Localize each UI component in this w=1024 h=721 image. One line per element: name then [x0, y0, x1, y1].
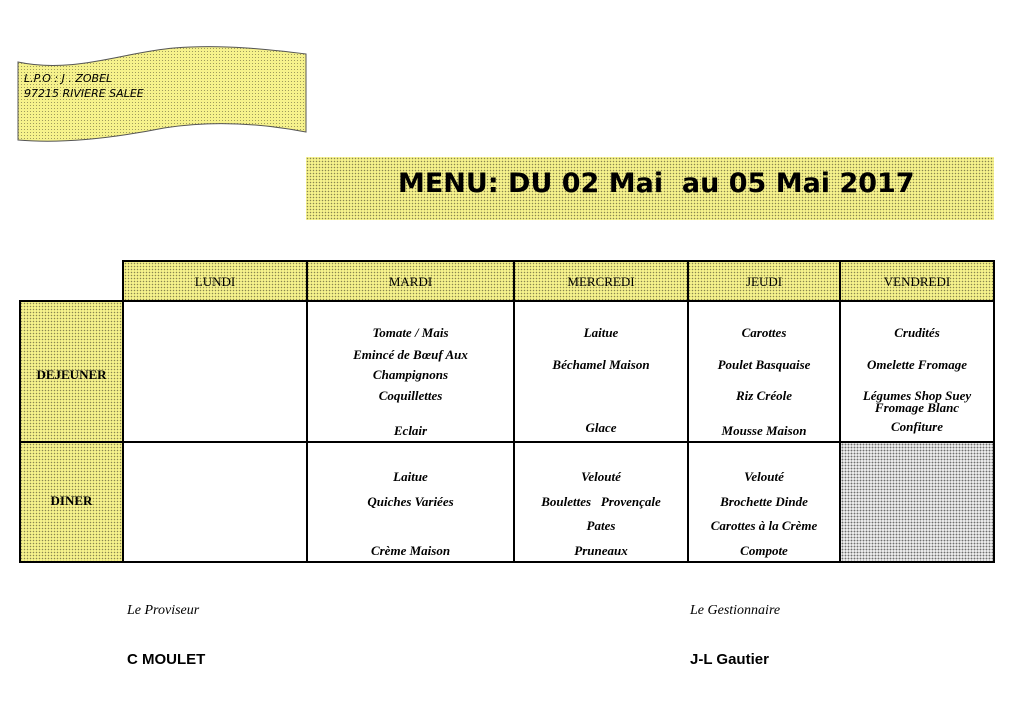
dish-dejeuner-vendredi: Crudités: [894, 325, 940, 340]
dish-dejeuner-mercredi: Béchamel Maison: [552, 357, 650, 372]
dish-diner-mardi: Quiches Variées: [367, 494, 454, 509]
school-name: L.P.O : J . ZOBEL: [24, 72, 113, 85]
dish-diner-mardi: Laitue: [393, 469, 428, 484]
gestionnaire-role: Le Gestionnaire: [690, 603, 781, 618]
dish-dejeuner-vendredi: Confiture: [890, 419, 943, 434]
dish-dejeuner-jeudi: Riz Créole: [736, 388, 792, 403]
dish-dejeuner-mercredi: Glace: [585, 420, 617, 435]
dish-diner-mercredi: Pruneaux: [574, 543, 628, 558]
vendredi-diner-empty: [841, 443, 993, 562]
dish-dejeuner-vendredi: Légumes Shop Suey: [862, 388, 972, 403]
dish-dejeuner-mercredi: Laitue: [583, 325, 619, 340]
day-header-jeudi: JEUDI: [745, 274, 783, 289]
dish-dejeuner-mardi: Eclair: [393, 423, 428, 438]
page-title: MENU: DU 02 Mai au 05 Mai 2017: [398, 168, 915, 199]
table-line: [19, 300, 21, 563]
dish-diner-mercredi: Velouté: [581, 469, 621, 484]
school-address: [24, 71, 144, 101]
dish-dejeuner-jeudi: Carottes: [741, 325, 787, 340]
dish-diner-mardi: Crème Maison: [370, 543, 451, 558]
table-line: [122, 260, 124, 563]
gestionnaire-name: J-L Gautier: [690, 651, 769, 668]
dish-diner-jeudi: Brochette Dinde: [720, 494, 808, 509]
dish-dejeuner-vendredi: Omelette Fromage: [866, 357, 967, 372]
table-line: [19, 441, 995, 443]
dish-dejeuner-mardi: Tomate / Mais: [372, 325, 449, 340]
dish-diner-mercredi: Pates: [586, 518, 616, 533]
table-line: [993, 260, 995, 563]
dish-dejeuner-vendredi: Fromage Blanc: [874, 400, 960, 415]
dish-dejeuner-mardi: Coquillettes: [378, 388, 443, 403]
day-header-lundi: LUNDI: [194, 274, 236, 289]
proviseur-name: C MOULET: [127, 651, 206, 668]
proviseur-role: Le Proviseur: [127, 603, 200, 618]
dish-diner-jeudi: Carottes à la Crème: [710, 518, 818, 533]
dish-dejeuner-mardi: Champignons: [372, 367, 449, 382]
dish-diner-mercredi: Boulettes Provençale: [541, 494, 661, 509]
dish-diner-jeudi: Velouté: [744, 469, 784, 484]
day-header-vendredi: VENDREDI: [883, 274, 951, 289]
dish-dejeuner-jeudi: Mousse Maison: [721, 423, 807, 438]
dish-diner-jeudi: Compote: [740, 543, 788, 558]
table-line: [306, 260, 308, 563]
meal-label-fill: [20, 302, 123, 562]
dish-dejeuner-jeudi: Poulet Basquaise: [717, 357, 811, 372]
day-header-mercredi: MERCREDI: [567, 274, 635, 289]
row-label-diner: DINER: [50, 493, 93, 508]
row-label-dejeuner: DEJEUNER: [36, 367, 107, 382]
table-line: [19, 561, 995, 563]
day-header-mardi: MARDI: [388, 274, 433, 289]
school-town: 97215 RIVIERE SALEE: [24, 87, 144, 100]
dish-dejeuner-mardi: Emincé de Bœuf Aux: [353, 347, 468, 362]
